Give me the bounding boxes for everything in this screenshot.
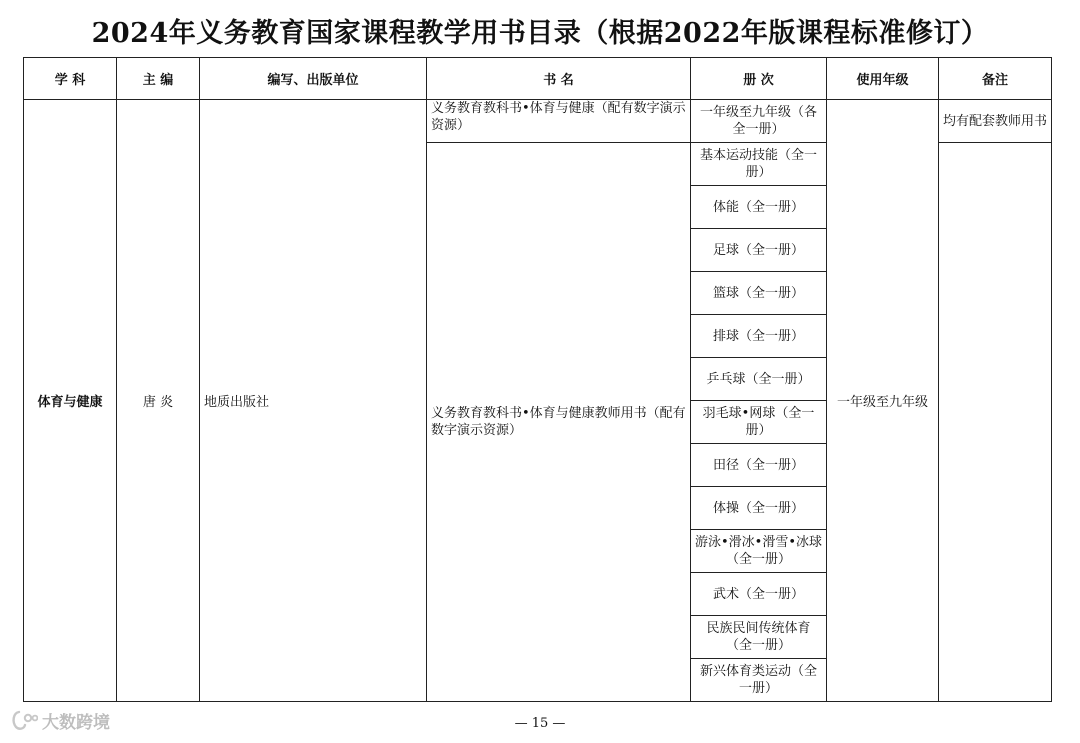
- volume-cell: 体操（全一册）: [691, 487, 827, 530]
- volume-cell: 排球（全一册）: [691, 315, 827, 358]
- header-note: 备注: [939, 58, 1052, 100]
- grade-cell: 一年级至九年级: [827, 100, 939, 702]
- volume-cell: 民族民间传统体育（全一册）: [691, 616, 827, 659]
- watermark-text: 大数跨境: [42, 713, 110, 733]
- header-subject: 学 科: [24, 58, 117, 100]
- volume-cell: 乒乓球（全一册）: [691, 358, 827, 401]
- catalog-table: [23, 57, 1052, 702]
- header-publisher: 编写、出版单位: [200, 58, 427, 100]
- volume-cell: 体能（全一册）: [691, 186, 827, 229]
- volume-cell: 新兴体育类运动（全一册）: [691, 659, 827, 702]
- header-chief-editor: 主 编: [117, 58, 200, 100]
- book-title-cell: 义务教育教科书•体育与健康（配有数字演示资源）: [427, 100, 691, 143]
- page-number: — 15 —: [514, 716, 566, 731]
- volume-cell: 羽毛球•网球（全一册）: [691, 401, 827, 444]
- volume-cell: 基本运动技能（全一册）: [691, 143, 827, 186]
- header-row: [24, 58, 1052, 100]
- volume-cell: 篮球（全一册）: [691, 272, 827, 315]
- subject-cell: 体育与健康: [24, 100, 117, 702]
- volume-cell: 游泳•滑冰•滑雪•冰球（全一册）: [691, 530, 827, 573]
- note-cell: [939, 143, 1052, 702]
- volume-cell: 一年级至九年级（各全一册）: [691, 100, 827, 143]
- table-row: [24, 100, 1052, 143]
- header-book-title: 书 名: [427, 58, 691, 100]
- volume-cell: 足球（全一册）: [691, 229, 827, 272]
- page-title: 2024年义务教育国家课程教学用书目录（根据2022年版课程标准修订）: [91, 18, 989, 49]
- chief-editor-cell: 唐 炎: [117, 100, 200, 702]
- book-title-cell: 义务教育教科书•体育与健康教师用书（配有数字演示资源）: [427, 143, 691, 702]
- volume-cell: 武术（全一册）: [691, 573, 827, 616]
- note-cell: 均有配套教师用书: [939, 100, 1052, 143]
- publisher-cell: 地质出版社: [200, 100, 427, 702]
- header-grade: 使用年级: [827, 58, 939, 100]
- header-volume: 册 次: [691, 58, 827, 100]
- volume-cell: 田径（全一册）: [691, 444, 827, 487]
